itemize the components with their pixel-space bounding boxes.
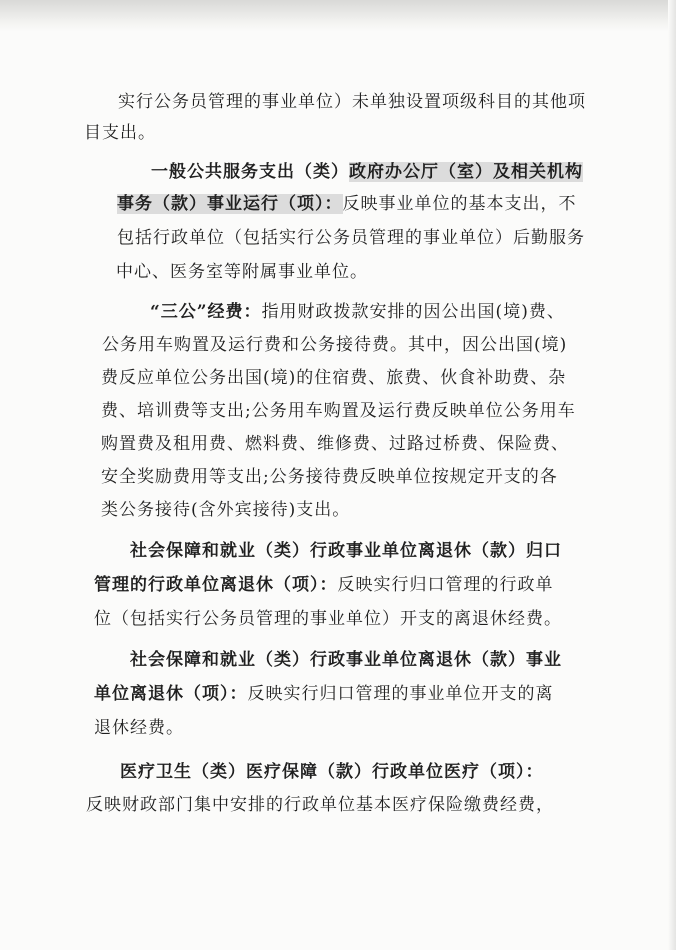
heading-text: 管理的行政单位离退休（项）： <box>94 575 338 595</box>
heading-text: 医疗卫生（类）医疗保障（款）行政单位医疗（项）： <box>120 762 544 782</box>
text-line: 费反应单位公务出国(境)的住宿费、旅费、伙食补助费、杂 <box>101 368 567 388</box>
text-line: 包括行政单位（包括实行公务员管理的事业单位）后勤服务 <box>117 228 585 248</box>
text-line: 反映财政部门集中安排的行政单位基本医疗保险缴费经费， <box>86 795 554 815</box>
text-line: 目支出。 <box>84 123 156 143</box>
body-text: 反映事业单位的基本支出，不 <box>342 194 577 214</box>
paragraph-heading-line <box>117 192 577 216</box>
scan-shadow-right <box>668 0 676 950</box>
paragraph-heading-line <box>151 160 583 184</box>
heading-text: “三公”经费： <box>150 302 262 322</box>
text-line: 退休经费。 <box>94 718 184 738</box>
text-line: 安全奖励费用等支出;公务接待费反映单位按规定开支的各 <box>101 467 558 487</box>
body-text: 反映实行归口管理的事业单位开支的离 <box>247 684 554 704</box>
highlighted-heading-text: 事务（款）事业运行（项）： <box>117 194 343 214</box>
body-text: 指用财政拨款安排的因公出国(境)费、 <box>261 302 565 322</box>
text-line: 中心、医务室等附属事业单位。 <box>116 262 368 282</box>
paragraph-heading-line <box>94 682 554 706</box>
heading-text: 一般公共服务支出（类） <box>151 162 349 182</box>
text-line: 购置费及租用费、燃料费、维修费、过路过桥费、保险费、 <box>101 434 569 454</box>
text-line: 位（包括实行公务员管理的事业单位）开支的离退休经费。 <box>94 609 562 629</box>
text-line: 费、培训费等支出;公务用车购置及运行费反映单位公务用车 <box>101 401 576 421</box>
paragraph-heading-line <box>94 573 554 597</box>
paragraph-heading-line <box>120 760 544 784</box>
body-text: 反映实行归口管理的行政单 <box>337 575 554 595</box>
paragraph-heading-line <box>150 300 565 324</box>
paragraph-heading-line <box>130 539 562 563</box>
text-line: 实行公务员管理的事业单位）未单独设置项级科目的其他项 <box>118 92 586 112</box>
heading-text: 单位离退休（项）： <box>94 684 248 704</box>
heading-text: 社会保障和就业（类）行政事业单位离退休（款）事业 <box>130 650 562 670</box>
text-line: 公务用车购置及运行费和公务接待费。其中，因公出国(境) <box>102 335 568 355</box>
scan-shadow-top <box>0 0 676 32</box>
paragraph-heading-line <box>130 648 562 672</box>
heading-text: 社会保障和就业（类）行政事业单位离退休（款）归口 <box>130 541 562 561</box>
text-line: 类公务接待(含外宾接待)支出。 <box>101 500 351 520</box>
highlighted-heading-text: 政府办公厅（室）及相关机构 <box>349 162 583 182</box>
